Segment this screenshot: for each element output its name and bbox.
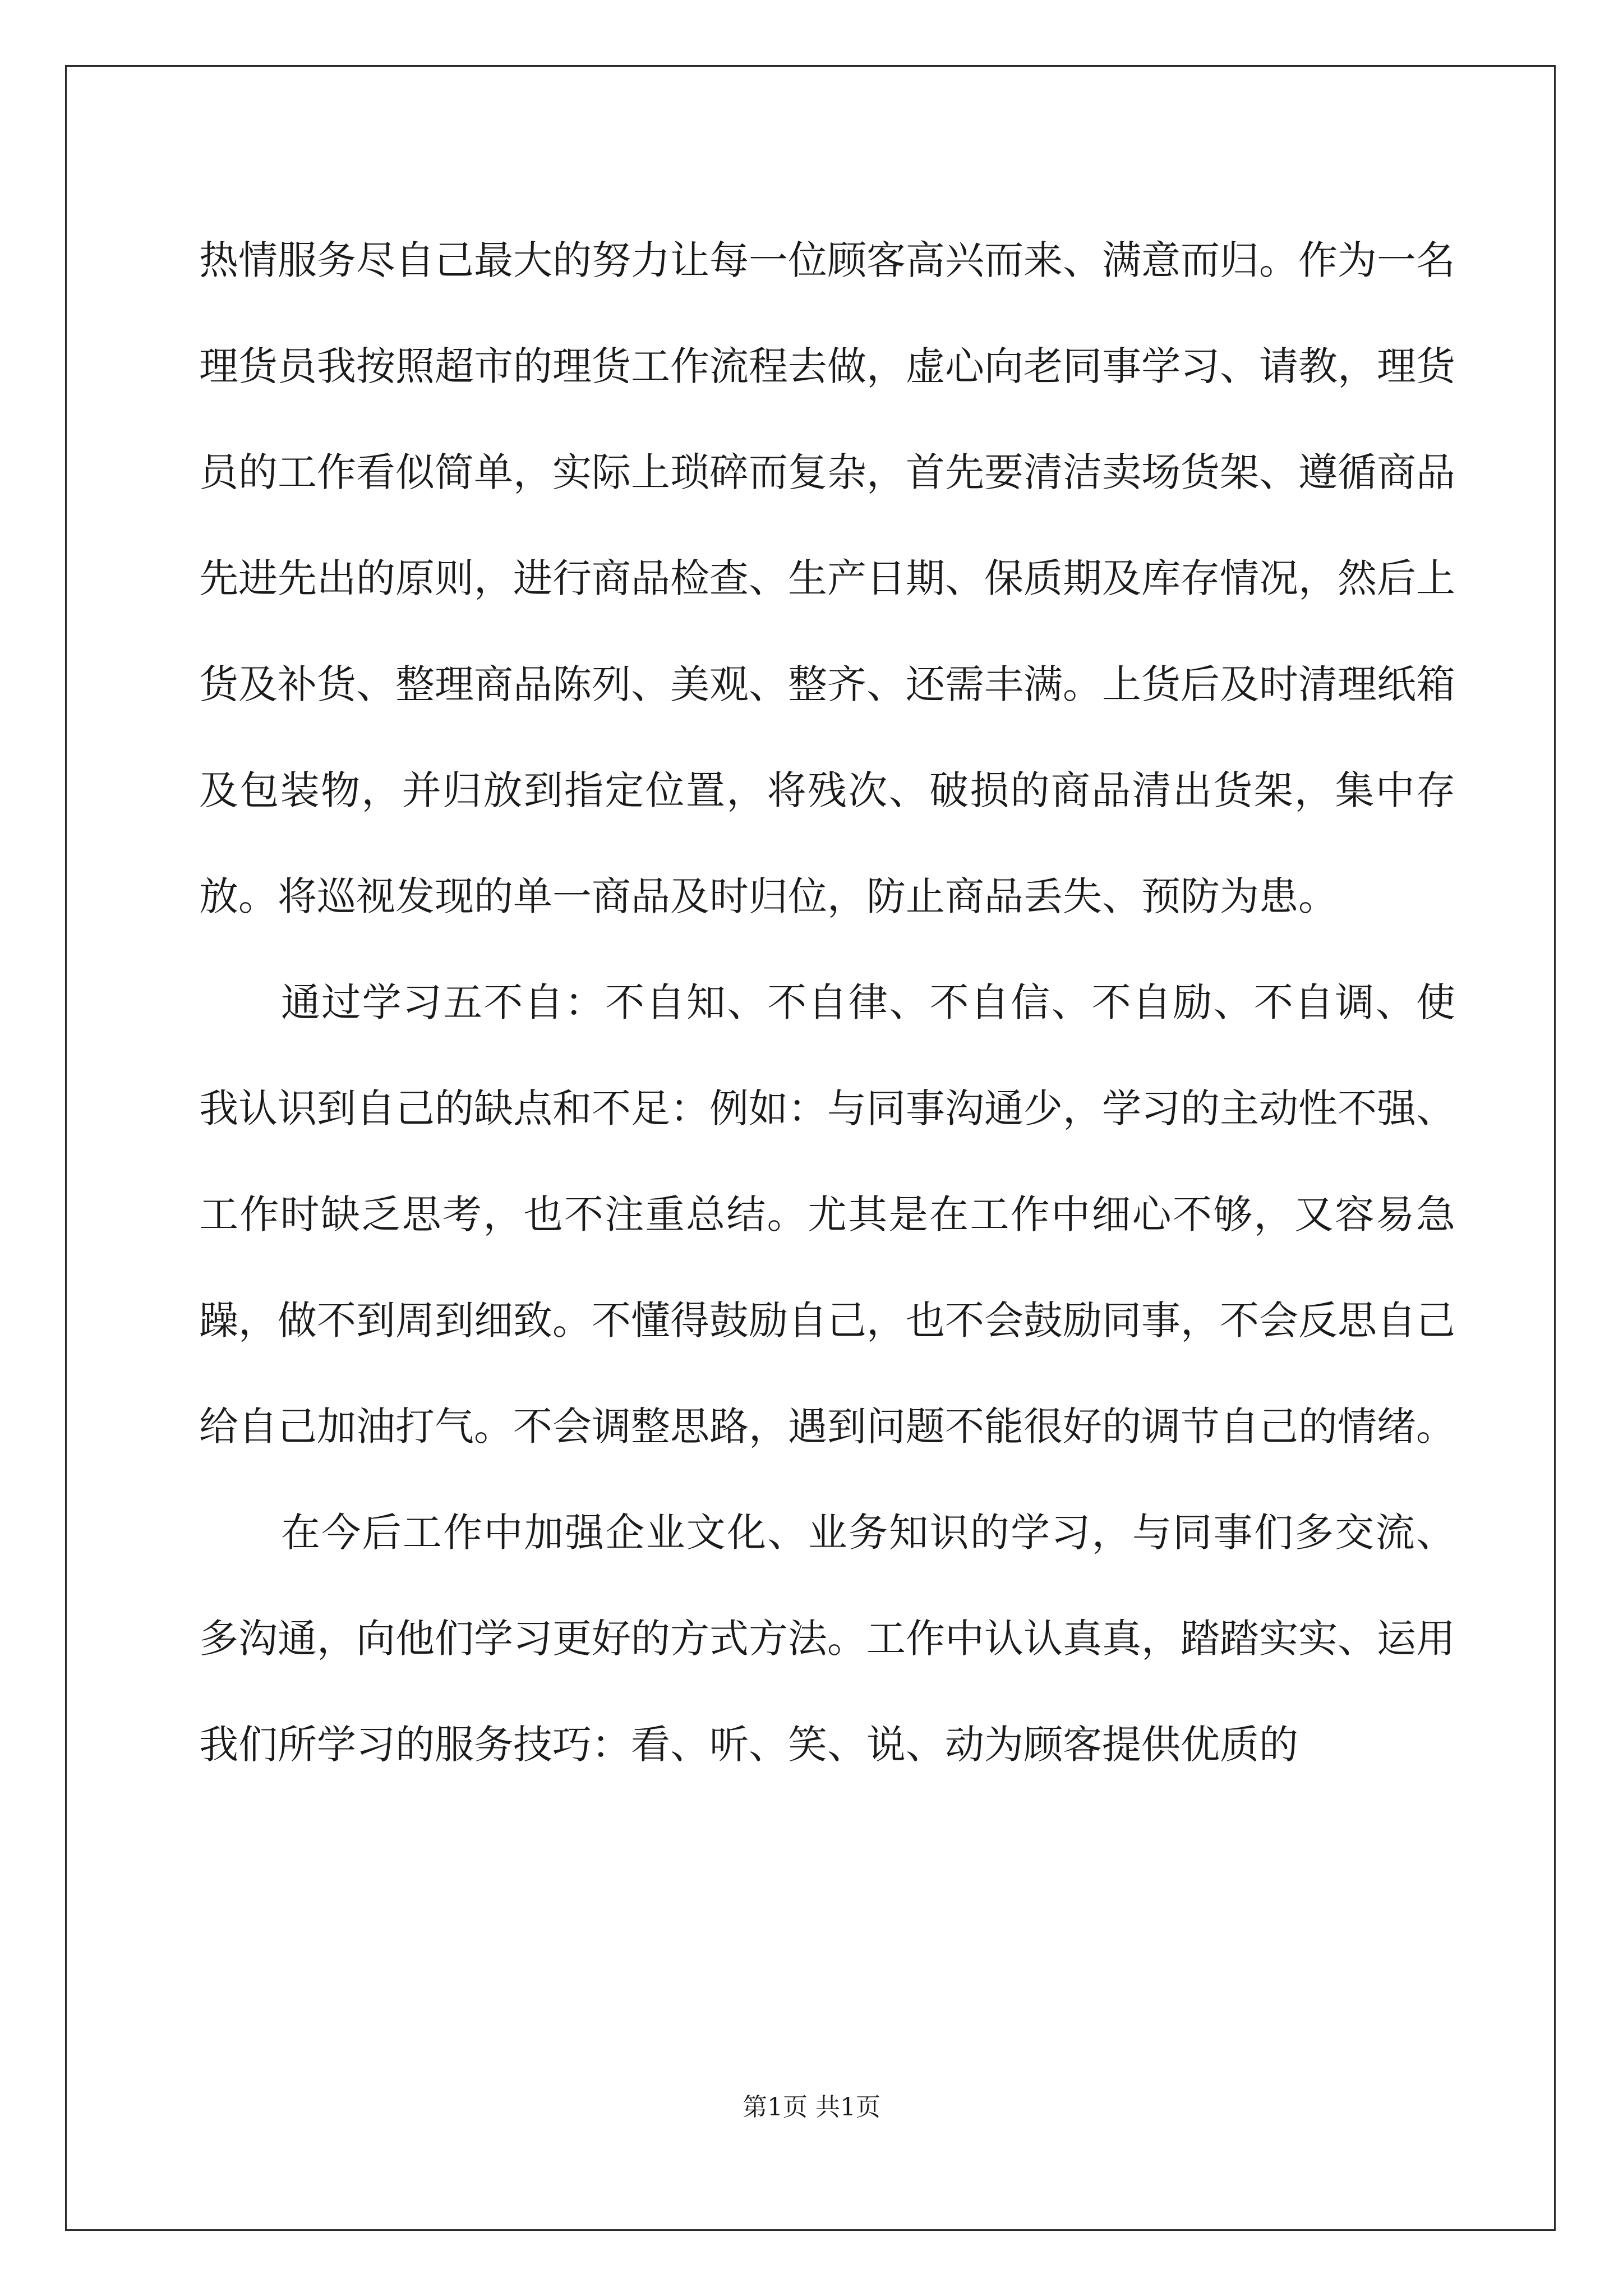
paragraph-3: 在今后工作中加强企业文化、业务知识的学习，与同事们多交流、多沟通，向他们学习更好的方式方法。工作中认认真真，踏踏实实、运用我们所学习的服务技巧：看、听、笑、说、动为顾客提供优质的 [199, 1510, 1455, 1768]
document-body [199, 208, 1455, 1798]
paragraph-1: 热情服务尽自己最大的努力让每一位顾客高兴而来、满意而归。作为一名理货员我按照超市的理货工作流程去做，虚心向老同事学习、请教，理货员的工作看似简单，实际上琐碎而复杂，首先要清洁卖场货架、遵循商品先进先出的原则，进行商品检查、生产日期、保质期及库存情况，然后上货及补货、整理商品陈列、美观、整齐、还需丰满。上货后及时清理纸箱及包装物，并归放到指定位置，将残次、破损的商品清出货架，集中存放。将巡视发现的单一商品及时归位，防止商品丢失、预防为患。 [199, 237, 1455, 919]
page-footer: 第1页 共1页 [743, 2093, 880, 2122]
paragraph-2: 通过学习五不自：不自知、不自律、不自信、不自励、不自调、使我认识到自己的缺点和不足：例如：与同事沟通少，学习的主动性不强、工作时缺乏思考，也不注重总结。尤其是在工作中细心不够，又容易急躁，做不到周到细致。不懂得鼓励自己，也不会鼓励同事，不会反思自己给自己加油打气。不会调整思路，遇到问题不能很好的调节自己的情绪。 [199, 979, 1455, 1450]
